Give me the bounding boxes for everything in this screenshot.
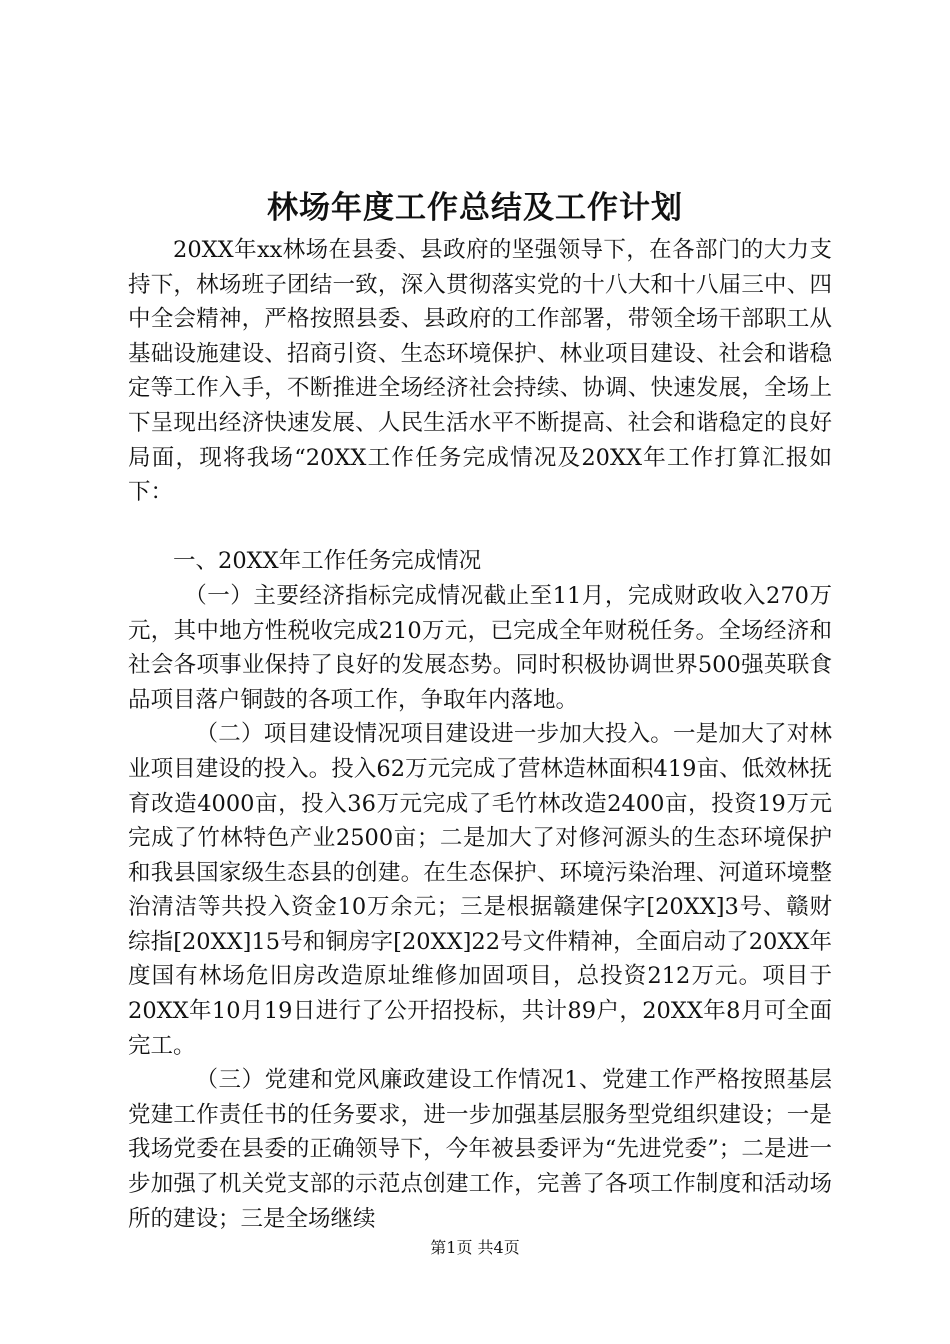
document-body (128, 233, 832, 1236)
section-heading: 一、20XX年工作任务完成情况 (173, 548, 482, 575)
paragraph-project-construction: （二）项目建设情况项目建设进一步加大投入。一是加大了对林业项目建设的投入。投入62万元完成了营林造林面积419亩、低效林抚育改造4000亩，投入36万元完成了毛竹林改造2400亩，投资19万元完成了竹林特色产业2500亩；二是加大了对修河源头的生态环境保护和我县国家级生态县的创建。在生态保护、环境污染治理、河道环境整治清洁等共投入资金10万余元；三是根据赣建保字[20XX]3号、赣财综指[20XX]15号和铜房字[20XX]22号文件精神，全面启动了20XX年度国有林场危旧房改造原址维修加固项目，总投资212万元。项目于20XX年10月19日进行了公开招投标，共计89户，20XX年8月可全面完工。 (128, 721, 832, 1059)
intro-paragraph: 20XX年xx林场在县委、县政府的坚强领导下，在各部门的大力支持下，林场班子团结一致，深入贯彻落实党的十八大和十八届三中、四中全会精神，严格按照县委、县政府的工作部署，带领全场干部职工从基础设施建设、招商引资、生态环境保护、林业项目建设、社会和谐稳定等工作入手，不断推进全场经济社会持续、协调、快速发展，全场上下呈现出经济快速发展、人民生活水平不断提高、社会和谐稳定的良好局面，现将我场“20XX工作任务完成情况及20XX年工作打算汇报如下： (128, 237, 832, 506)
document-title: 林场年度工作总结及工作计划 (267, 190, 683, 226)
paragraph-economic-indicators: （一）主要经济指标完成情况截止至11月，完成财政收入270万元，其中地方性税收完成210万元，已完成全年财税任务。全场经济和社会各项事业保持了良好的发展态势。同时积极协调世界500强英联食品项目落户铜鼓的各项工作，争取年内落地。 (128, 582, 832, 713)
page-footer: 第1页 共4页 (430, 1238, 520, 1257)
paragraph-party-building: （三）党建和党风廉政建设工作情况1、党建工作严格按照基层党建工作责任书的任务要求，进一步加强基层服务型党组织建设；一是我场党委在县委的正确领导下，今年被县委评为“先进党委”；二是进一步加强了机关党支部的示范点创建工作，完善了各项工作制度和活动场所的建设；三是全场继续 (128, 1067, 832, 1232)
